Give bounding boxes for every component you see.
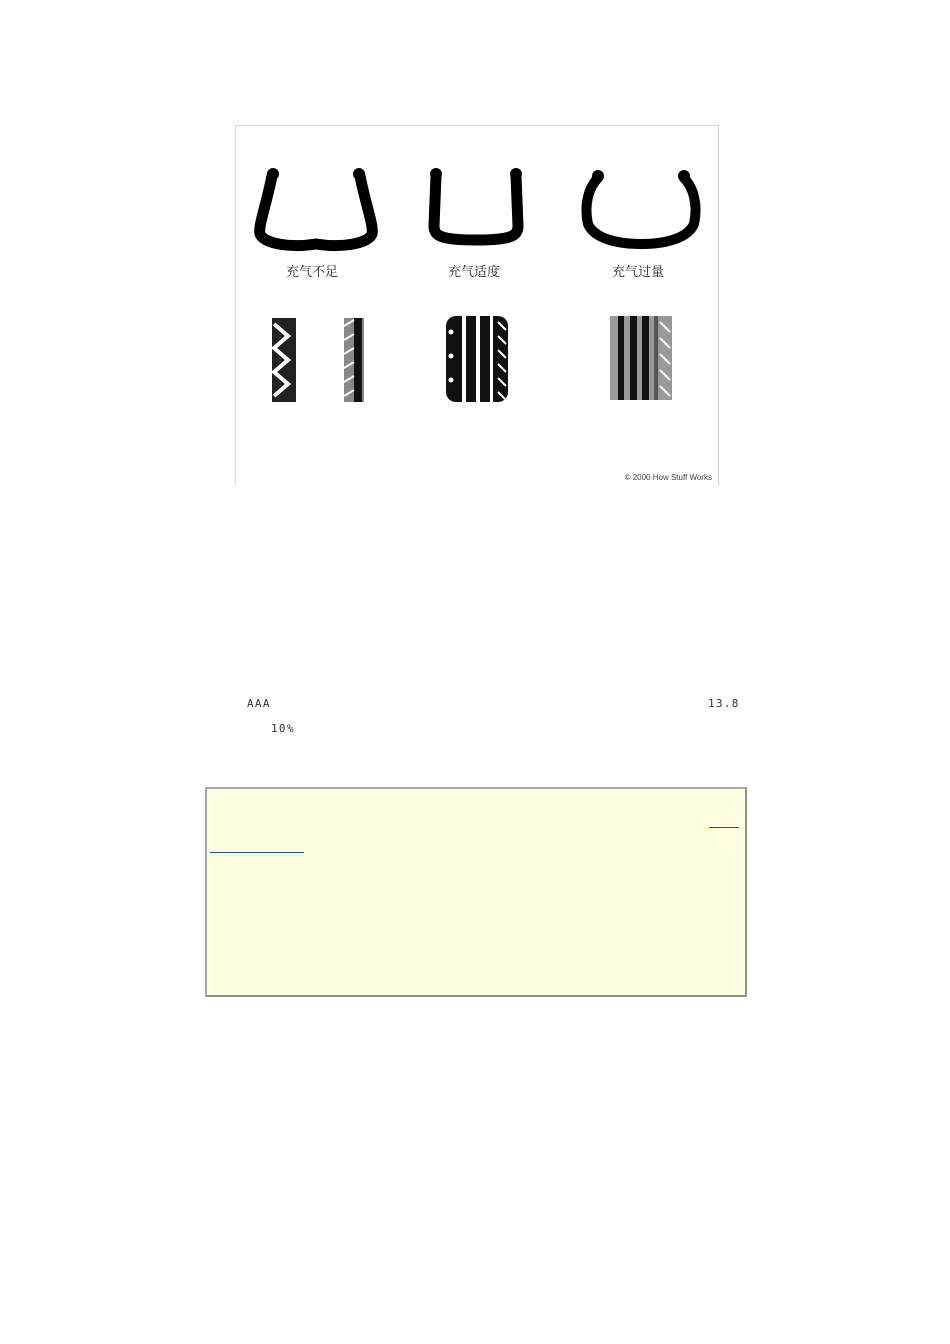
tire-diagram <box>236 126 718 486</box>
proper-tire-profile <box>430 168 522 240</box>
image-credit: © 2000 How Stuff Works <box>624 473 712 482</box>
p2-line2-seg3: 13.8 <box>708 697 740 710</box>
box-link-part1[interactable] <box>709 827 739 828</box>
p2-line3-seg2: 10% <box>271 722 295 735</box>
proper-tread <box>446 316 508 402</box>
caption-underinflated: 充气不足 <box>286 265 339 280</box>
underinflated-tire-profile <box>260 168 373 246</box>
p2-line2-seg2: AAA <box>247 697 271 710</box>
overinflated-tire-profile <box>586 170 695 244</box>
tire-inflation-figure <box>235 125 719 486</box>
note-box <box>205 787 747 997</box>
underinflated-tread <box>272 318 364 402</box>
box-link-part2[interactable] <box>210 852 304 853</box>
overinflated-tread <box>610 316 672 400</box>
caption-overinflated: 充气过量 <box>612 265 665 280</box>
caption-proper: 充气适度 <box>448 265 501 280</box>
